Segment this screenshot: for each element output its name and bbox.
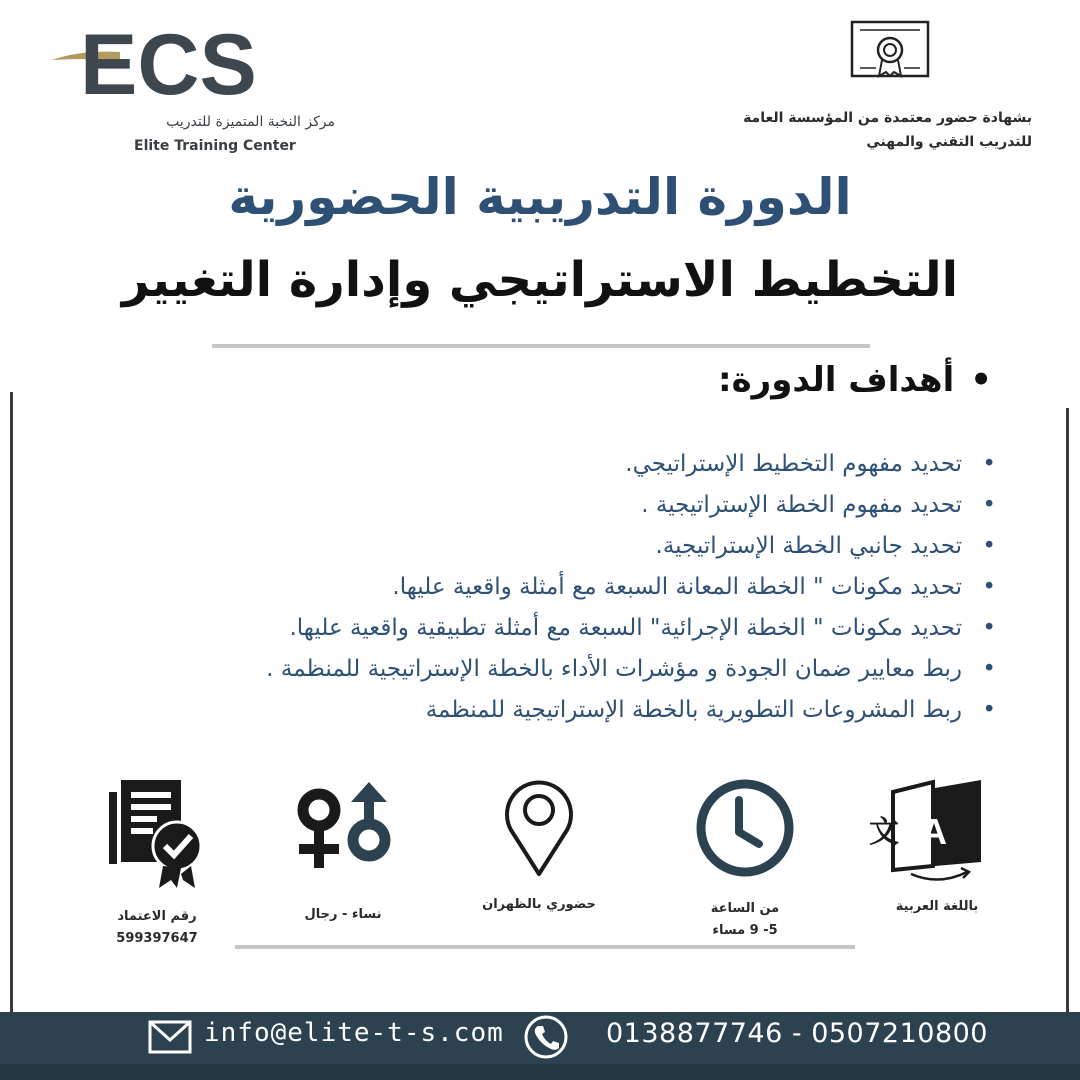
contact-phones[interactable]: 0138877746 - 0507210800 bbox=[606, 1018, 988, 1049]
divider-top bbox=[212, 344, 870, 348]
contact-email[interactable]: info@elite-t-s.com bbox=[204, 1018, 504, 1048]
footer-bottom-strip bbox=[0, 1064, 1080, 1080]
goal-item: • ربط المشروعات التطويرية بالخطة الإستراتيجية للمنظمة bbox=[266, 690, 962, 731]
divider-bottom bbox=[235, 945, 855, 949]
goal-item: • تحديد جانبي الخطة الإستراتيجية. bbox=[266, 526, 962, 567]
location-pin-icon bbox=[499, 778, 579, 878]
ecs-logo-mark bbox=[50, 14, 300, 114]
time-label: من الساعة bbox=[710, 901, 780, 916]
goal-item: • تحديد مفهوم التخطيط الإستراتيجي. bbox=[266, 444, 962, 485]
goals-list bbox=[266, 444, 962, 731]
certificate-text: بشهادة حضور معتمدة من المؤسسة العامة للتدريب التقني والمهني bbox=[743, 110, 1032, 150]
location-label: حضوري بالظهران bbox=[482, 897, 596, 912]
goals-heading: • أهداف الدورة: bbox=[718, 360, 992, 400]
clock-icon bbox=[695, 778, 795, 878]
gender-icon bbox=[287, 778, 399, 870]
left-border bbox=[10, 392, 13, 1012]
svg-text:A: A bbox=[921, 811, 947, 852]
gender-label: نساء - رجال bbox=[304, 907, 382, 922]
time-range: 5- 9 مساء bbox=[712, 923, 778, 938]
right-border bbox=[1066, 408, 1069, 1030]
feature-language bbox=[869, 778, 1002, 918]
logo-english-name: Elite Training Center bbox=[134, 138, 296, 154]
feature-time bbox=[680, 778, 810, 942]
feature-gender bbox=[278, 778, 408, 926]
logo-arabic-name: مركز النخبة المتميزة للتدريب bbox=[166, 114, 335, 130]
accredited-document-icon bbox=[105, 778, 209, 890]
feature-accreditation bbox=[92, 778, 222, 950]
goal-item: • تحديد مفهوم الخطة الإستراتيجية . bbox=[266, 485, 962, 526]
goal-item: • تحديد مكونات " الخطة الإجرائية" السبعة مع أمثلة تطبيقية واقعية عليها. bbox=[266, 608, 962, 649]
goal-item: • ربط معايير ضمان الجودة و مؤشرات الأداء بالخطة الإستراتيجية للمنظمة . bbox=[266, 649, 962, 690]
logo-brand: ECS bbox=[80, 17, 257, 113]
footer-bar bbox=[0, 1012, 1080, 1080]
certificate-icon bbox=[850, 20, 930, 78]
course-type-title: الدورة التدريبية الحضورية bbox=[228, 168, 852, 226]
language-label: باللغة العربية bbox=[895, 899, 979, 914]
course-name-title: التخطيط الاستراتيجي وإدارة التغيير bbox=[121, 252, 959, 308]
translate-icon bbox=[869, 778, 985, 886]
feature-location bbox=[474, 778, 604, 916]
phone-icon bbox=[522, 1014, 570, 1060]
accreditation-label: رقم الاعتماد bbox=[117, 909, 197, 924]
accreditation-number: 599397647 bbox=[116, 931, 198, 946]
logo bbox=[50, 14, 335, 154]
svg-text:文: 文 bbox=[869, 815, 899, 850]
mail-icon bbox=[148, 1020, 192, 1054]
goal-item: • تحديد مكونات " الخطة المعانة السبعة مع أمثلة واقعية عليها. bbox=[266, 567, 962, 608]
